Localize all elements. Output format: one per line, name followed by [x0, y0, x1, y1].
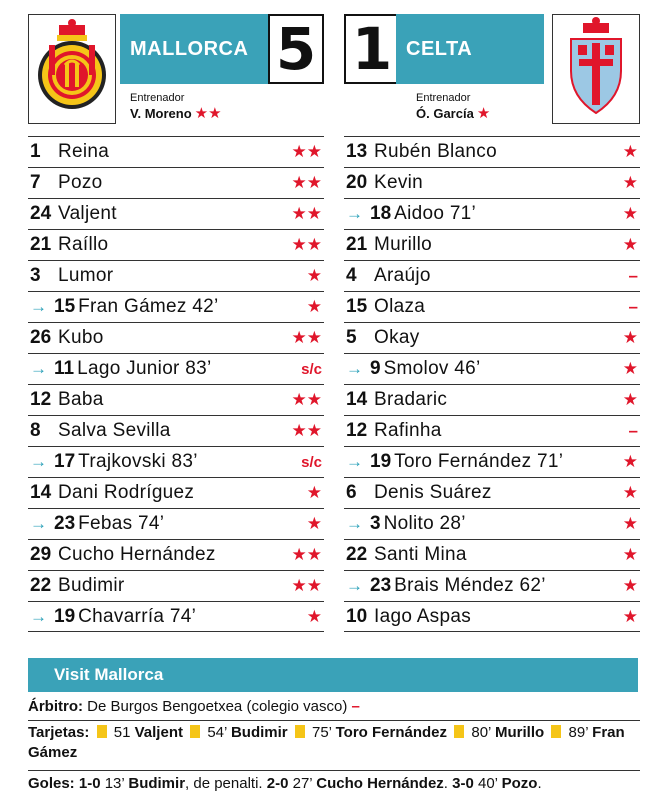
goal-player: Cucho Hernández: [316, 775, 444, 792]
player-number: 19: [54, 605, 76, 627]
mallorca-crest-icon: [28, 14, 116, 124]
away-coach: [416, 106, 490, 121]
player-rating: ★: [622, 359, 638, 378]
player-row: [28, 198, 324, 229]
player-number: 21: [30, 234, 52, 255]
player-number: 1: [30, 141, 41, 162]
card-minute: 89’: [568, 724, 588, 741]
player-number: 22: [346, 544, 368, 565]
home-coach-label: Entrenador: [130, 92, 185, 104]
player-number: 21: [346, 234, 368, 255]
player-number: 15: [346, 296, 368, 317]
player-rating: ★★: [291, 576, 322, 595]
player-name: Lumor: [58, 265, 114, 286]
referee-rating: –: [351, 698, 360, 715]
player-name: Fran Gámez 42’: [78, 296, 219, 317]
player-number: 3: [30, 265, 41, 286]
player-rating: ★: [622, 328, 638, 347]
player-rating: ★: [306, 266, 322, 285]
player-row: [28, 167, 324, 198]
player-row: [28, 136, 324, 167]
player-name: Aidoo 71’: [394, 203, 477, 224]
player-rating: ★: [622, 390, 638, 409]
player-row: [344, 198, 640, 229]
player-name: Lago Junior 83’: [77, 358, 212, 379]
player-number: 23: [370, 575, 392, 596]
player-rating: ★: [306, 514, 322, 533]
player-name: Salva Sevilla: [58, 420, 171, 441]
player-row: [344, 353, 640, 384]
player-rating: ★★: [291, 545, 322, 564]
player-name: Okay: [374, 327, 420, 348]
away-coach-rating: ★: [476, 105, 491, 122]
player-name: Rubén Blanco: [374, 141, 497, 162]
substitution-arrow-icon: →: [346, 514, 363, 533]
player-number: 3: [370, 513, 381, 534]
player-name: Kevin: [374, 172, 424, 193]
away-team-header: [344, 14, 640, 128]
player-row: [28, 291, 324, 322]
yellow-card-icon: [97, 725, 107, 738]
player-name: Denis Suárez: [374, 482, 492, 503]
referee-line: [28, 697, 640, 721]
substitution-arrow-icon: →: [346, 204, 363, 223]
goal-note: , de penalti.: [185, 775, 263, 792]
player-name: Iago Aspas: [374, 605, 472, 627]
player-rating: s/c: [301, 453, 322, 471]
player-number: 8: [30, 420, 41, 441]
player-rating: ★★: [291, 204, 322, 223]
player-name: Santi Mina: [374, 544, 467, 565]
substitution-arrow-icon: →: [346, 576, 363, 595]
away-coach-name: Ó. García: [416, 106, 474, 121]
player-row: [28, 539, 324, 570]
player-row: [28, 229, 324, 260]
goal-score: 3-0: [452, 775, 474, 792]
player-row: [28, 508, 324, 539]
player-row: [344, 136, 640, 167]
player-row: [28, 322, 324, 353]
cards-label: Tarjetas:: [28, 724, 90, 741]
player-rating: ★★: [291, 328, 322, 347]
away-team-name: CELTA: [396, 14, 544, 84]
substitution-arrow-icon: →: [30, 452, 47, 471]
substitution-arrow-icon: →: [30, 359, 47, 378]
player-number: 13: [346, 141, 368, 162]
goal-minute: 13’: [104, 775, 125, 792]
player-rating: ★: [622, 606, 638, 626]
player-row: [344, 415, 640, 446]
player-row: [344, 167, 640, 198]
player-name: Rafinha: [374, 420, 442, 441]
player-number: 6: [346, 482, 357, 503]
player-number: 18: [370, 203, 392, 224]
celta-crest-icon: [552, 14, 640, 124]
player-row: [344, 446, 640, 477]
sponsor-bar: Visit Mallorca: [28, 658, 638, 692]
player-number: 22: [30, 575, 52, 596]
player-name: Chavarría 74’: [78, 605, 197, 627]
player-number: 7: [30, 172, 41, 193]
player-row: [344, 477, 640, 508]
home-score: 5: [268, 14, 324, 84]
home-team-name: MALLORCA: [120, 14, 268, 84]
player-row: [344, 384, 640, 415]
player-rating: ★: [622, 514, 638, 533]
goal-score: 2-0: [266, 775, 289, 792]
card-minute: 75’: [311, 724, 332, 741]
player-rating: ★: [306, 606, 322, 626]
player-row: [28, 384, 324, 415]
yellow-card-icon: [190, 725, 200, 738]
yellow-card-icon: [454, 725, 464, 738]
substitution-arrow-icon: →: [346, 359, 363, 378]
player-rating: ★★: [291, 390, 322, 409]
card-player: Murillo: [495, 724, 545, 741]
player-number: 4: [346, 265, 357, 286]
home-coach-rating: ★★: [194, 105, 222, 122]
player-rating: ★: [622, 576, 638, 595]
player-number: 15: [54, 296, 76, 317]
home-lineup: [28, 136, 324, 632]
away-coach-label: Entrenador: [416, 92, 471, 104]
yellow-card-icon: [551, 725, 561, 738]
player-row: [28, 446, 324, 477]
player-number: 5: [346, 327, 357, 348]
player-rating: ★: [622, 483, 638, 502]
player-row: [344, 322, 640, 353]
player-row: [28, 601, 324, 632]
player-rating: ★★: [291, 173, 322, 192]
player-row: [28, 415, 324, 446]
player-rating: ★: [306, 483, 322, 502]
substitution-arrow-icon: →: [30, 606, 47, 626]
player-number: 26: [30, 327, 52, 348]
referee-text: De Burgos Bengoetxea (colegio vasco): [87, 698, 348, 715]
card-player: Budimir: [230, 724, 288, 741]
player-number: 23: [54, 513, 76, 534]
player-row: [344, 508, 640, 539]
player-row: [344, 229, 640, 260]
player-name: Murillo: [374, 234, 433, 255]
substitution-arrow-icon: →: [346, 452, 363, 471]
player-name: Kubo: [58, 327, 104, 348]
goal-score: 1-0: [78, 775, 101, 792]
player-name: Baba: [58, 389, 104, 410]
player-name: Trajkovski 83’: [78, 451, 198, 472]
player-number: 12: [346, 420, 368, 441]
goal-player: Pozo: [501, 775, 538, 792]
referee-label: Árbitro:: [28, 698, 83, 715]
card-minute: 54’: [207, 724, 227, 741]
player-number: 29: [30, 544, 52, 565]
player-rating: ★★: [291, 142, 322, 161]
player-number: 9: [370, 358, 381, 379]
player-name: Bradaric: [374, 389, 448, 410]
player-number: 14: [30, 482, 52, 503]
player-name: Raíllo: [58, 234, 109, 255]
player-name: Cucho Hernández: [58, 544, 216, 565]
goal-note: .: [537, 775, 542, 792]
card-player: Valjent: [134, 724, 183, 741]
player-name: Valjent: [58, 203, 117, 224]
player-name: Budimir: [58, 575, 125, 596]
player-row: [344, 291, 640, 322]
away-lineup: [344, 136, 640, 632]
card-minute: 80’: [471, 724, 491, 741]
card-player: Toro Fernández: [335, 724, 448, 741]
cards-line: [28, 723, 640, 771]
goal-note: .: [443, 775, 448, 792]
player-name: Olaza: [374, 296, 426, 317]
player-row: [28, 477, 324, 508]
player-number: 20: [346, 172, 368, 193]
player-rating: ★★: [291, 235, 322, 254]
player-number: 12: [30, 389, 52, 410]
player-row: [344, 260, 640, 291]
player-row: [344, 539, 640, 570]
player-row: [344, 601, 640, 632]
yellow-card-icon: [295, 725, 305, 738]
player-rating: s/c: [301, 360, 322, 378]
player-number: 24: [30, 203, 52, 224]
player-rating: ★: [306, 297, 322, 316]
player-name: Toro Fernández 71’: [394, 451, 564, 472]
home-coach-name: V. Moreno: [130, 106, 192, 121]
card-minute: 51: [113, 724, 131, 741]
home-team-header: [28, 14, 324, 128]
player-row: [344, 570, 640, 601]
home-coach: [130, 106, 222, 121]
player-rating: ★: [622, 142, 638, 161]
player-name: Pozo: [58, 172, 103, 193]
player-number: 17: [54, 451, 76, 472]
player-number: 19: [370, 451, 392, 472]
goal-player: Budimir: [128, 775, 186, 792]
player-rating: –: [628, 266, 638, 285]
player-rating: ★: [622, 452, 638, 471]
substitution-arrow-icon: →: [30, 297, 47, 316]
player-rating: ★: [622, 173, 638, 192]
player-row: [28, 260, 324, 291]
player-rating: –: [628, 297, 638, 316]
player-rating: ★: [622, 204, 638, 223]
player-row: [28, 353, 324, 384]
player-name: Smolov 46’: [383, 358, 481, 379]
away-score: 1: [344, 14, 400, 84]
goal-minute: 27’: [292, 775, 313, 792]
player-rating: ★★: [291, 421, 322, 440]
player-name: Febas 74’: [78, 513, 165, 534]
player-name: Dani Rodríguez: [58, 482, 195, 503]
player-name: Nolito 28’: [383, 513, 466, 534]
player-name: Reina: [58, 141, 110, 162]
player-name: Araújo: [374, 265, 431, 286]
player-number: 10: [346, 605, 368, 627]
player-rating: –: [628, 421, 638, 440]
player-number: 14: [346, 389, 368, 410]
player-name: Brais Méndez 62’: [394, 575, 546, 596]
goals-label: Goles:: [28, 775, 75, 792]
goal-minute: 40’: [477, 775, 498, 792]
player-rating: ★: [622, 545, 638, 564]
goals-line: [28, 774, 640, 798]
player-number: 11: [54, 358, 75, 379]
substitution-arrow-icon: →: [30, 514, 47, 533]
card-player: Fran Gámez: [28, 724, 625, 761]
player-rating: ★: [622, 235, 638, 254]
player-row: [28, 570, 324, 601]
